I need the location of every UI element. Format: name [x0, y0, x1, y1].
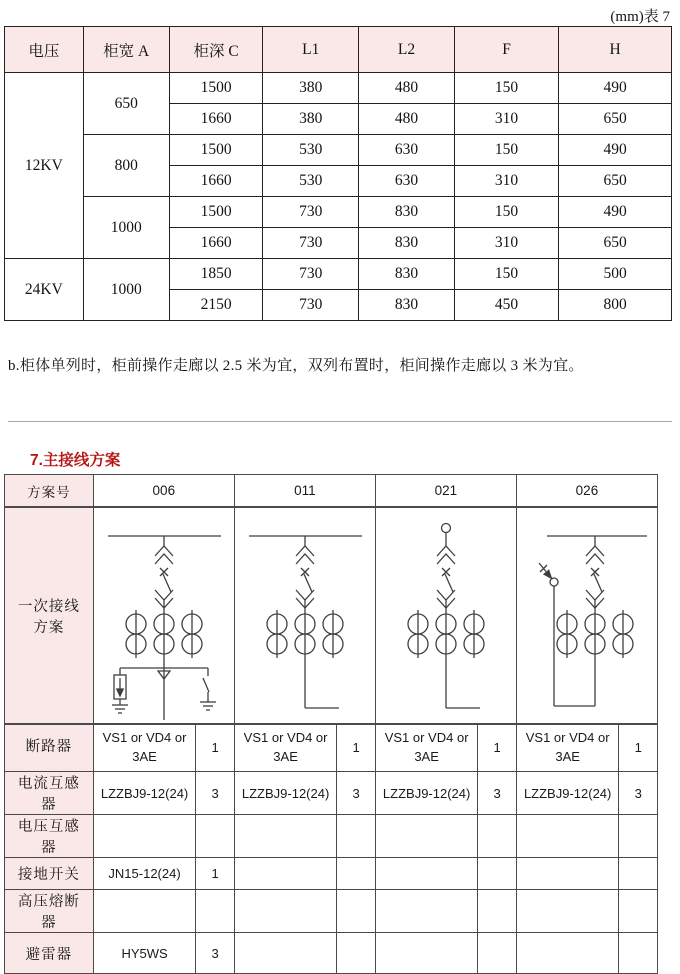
- table-cell: 2150: [169, 290, 263, 321]
- table-cell: 730: [263, 290, 359, 321]
- table-row: [5, 135, 672, 166]
- component-row-earthing-switch: [5, 858, 658, 890]
- component-qty-cell: [619, 815, 658, 858]
- table-cell: 490: [559, 197, 672, 228]
- col-header-depth-c: 柜深 C: [169, 27, 263, 73]
- component-name-cell: HY5WS: [93, 933, 196, 974]
- component-qty-cell: [196, 815, 235, 858]
- table-cell: 1850: [169, 259, 263, 290]
- terminal-bushing-icon: [441, 524, 450, 533]
- table-cell: 650: [559, 166, 672, 197]
- diagram-cell-026: [516, 507, 657, 724]
- table-cell: 730: [263, 259, 359, 290]
- table-cell: 730: [263, 228, 359, 259]
- component-qty-cell: 1: [196, 858, 235, 890]
- table-cell: 1500: [169, 197, 263, 228]
- scheme-header-row: [5, 475, 658, 508]
- component-name-cell: JN15-12(24): [93, 858, 196, 890]
- withdrawable-breaker-icon: [155, 536, 173, 612]
- table-caption: (mm)表 7: [610, 9, 670, 25]
- table-cell: 1660: [169, 166, 263, 197]
- component-qty-cell: [619, 933, 658, 974]
- component-name-cell: LZZBJ9-12(24): [93, 772, 196, 815]
- component-qty-cell: 3: [619, 772, 658, 815]
- earthing-switch-icon: [203, 668, 209, 702]
- scheme-number-026: 026: [516, 475, 657, 508]
- withdrawable-breaker-icon: [437, 536, 455, 612]
- component-name-cell: [93, 815, 196, 858]
- diagram-cell-011: [234, 507, 375, 724]
- component-name-cell: [516, 815, 619, 858]
- table-cell: 530: [263, 135, 359, 166]
- section-heading: 7.主接线方案: [30, 452, 121, 469]
- component-qty-cell: [478, 858, 517, 890]
- component-name-cell: VS1 or VD4 or 3AE: [234, 724, 337, 772]
- component-qty-cell: [619, 890, 658, 933]
- component-qty-cell: [337, 858, 376, 890]
- col-header-width-a: 柜宽 A: [83, 27, 169, 73]
- component-qty-cell: [478, 933, 517, 974]
- table-cell: 490: [559, 73, 672, 104]
- component-qty-cell: [337, 815, 376, 858]
- table-row: [5, 73, 672, 104]
- scheme-number-006: 006: [93, 475, 234, 508]
- single-line-diagram-011: [235, 508, 376, 723]
- table-cell: 150: [454, 73, 558, 104]
- table-cell: 650: [559, 228, 672, 259]
- col-header-f: F: [454, 27, 558, 73]
- table-cell: 310: [454, 228, 558, 259]
- table-cell: 480: [359, 73, 455, 104]
- component-name-cell: VS1 or VD4 or 3AE: [516, 724, 619, 772]
- width-a-cell: 800: [83, 135, 169, 197]
- current-transformers-icon: [126, 610, 202, 660]
- component-qty-cell: 3: [196, 933, 235, 974]
- scheme-number-021: 021: [375, 475, 516, 508]
- current-transformers-icon: [557, 610, 633, 660]
- table-cell: 730: [263, 197, 359, 228]
- width-a-cell: 1000: [83, 197, 169, 259]
- component-qty-cell: 1: [196, 724, 235, 772]
- earth-icon: [200, 702, 216, 710]
- single-line-diagram-026: [517, 508, 658, 723]
- table-cell: 500: [559, 259, 672, 290]
- component-name-cell: [516, 933, 619, 974]
- table-cell: 1660: [169, 228, 263, 259]
- table-cell: 530: [263, 166, 359, 197]
- table-cell: 310: [454, 166, 558, 197]
- table-cell: 1500: [169, 135, 263, 166]
- component-name-cell: [93, 890, 196, 933]
- component-row-current-transformer: [5, 772, 658, 815]
- table-cell: 150: [454, 197, 558, 228]
- isolating-plug-icon: [539, 563, 558, 586]
- table-cell: 380: [263, 73, 359, 104]
- component-qty-cell: 3: [478, 772, 517, 815]
- component-label: 避雷器: [5, 933, 94, 974]
- component-qty-cell: 1: [619, 724, 658, 772]
- table-cell: 830: [359, 197, 455, 228]
- table-cell: 490: [559, 135, 672, 166]
- component-label: 高压熔断器: [5, 890, 94, 933]
- component-name-cell: LZZBJ9-12(24): [516, 772, 619, 815]
- col-header-l2: L2: [359, 27, 455, 73]
- component-name-cell: [516, 858, 619, 890]
- col-header-h: H: [559, 27, 672, 73]
- section-divider: [8, 421, 672, 422]
- component-row-hv-fuse: [5, 890, 658, 933]
- component-label: 电流互感器: [5, 772, 94, 815]
- scheme-number-011: 011: [234, 475, 375, 508]
- table-cell: 830: [359, 228, 455, 259]
- component-name-cell: [375, 858, 478, 890]
- voltage-cell: 24KV: [5, 259, 84, 321]
- component-name-cell: LZZBJ9-12(24): [234, 772, 337, 815]
- component-label: 断路器: [5, 724, 94, 772]
- component-name-cell: LZZBJ9-12(24): [375, 772, 478, 815]
- earth-icon: [112, 705, 128, 713]
- dimension-table: [4, 26, 672, 321]
- component-name-cell: VS1 or VD4 or 3AE: [375, 724, 478, 772]
- note-b: b.柜体单列时，柜前操作走廊以 2.5 米为宜，双列布置时，柜间操作走廊以 3 米为宜。: [8, 358, 584, 374]
- withdrawable-breaker-icon: [296, 536, 314, 612]
- diagram-row-label: 一次接线方案: [5, 507, 94, 724]
- col-header-voltage: 电压: [5, 27, 84, 73]
- component-row-surge-arrester: [5, 933, 658, 974]
- width-a-cell: 650: [83, 73, 169, 135]
- component-name-cell: [234, 815, 337, 858]
- component-qty-cell: [337, 933, 376, 974]
- main-wiring-scheme-table: [4, 474, 658, 974]
- component-qty-cell: 1: [478, 724, 517, 772]
- table-cell: 380: [263, 104, 359, 135]
- single-line-diagram-006: [94, 508, 235, 723]
- scheme-header-label: 方案号: [5, 475, 94, 508]
- component-name-cell: [516, 890, 619, 933]
- component-label: 接地开关: [5, 858, 94, 890]
- diagram-row: [5, 507, 658, 724]
- component-name-cell: [234, 890, 337, 933]
- voltage-cell: 12KV: [5, 73, 84, 259]
- component-name-cell: [375, 815, 478, 858]
- table-cell: 630: [359, 166, 455, 197]
- component-name-cell: [234, 858, 337, 890]
- withdrawable-breaker-icon: [586, 536, 604, 612]
- table-cell: 480: [359, 104, 455, 135]
- table-cell: 1500: [169, 73, 263, 104]
- component-qty-cell: [337, 890, 376, 933]
- table-cell: 630: [359, 135, 455, 166]
- table-cell: 150: [454, 135, 558, 166]
- table-cell: 650: [559, 104, 672, 135]
- component-qty-cell: 3: [196, 772, 235, 815]
- current-transformers-icon: [267, 610, 343, 660]
- component-qty-cell: [478, 890, 517, 933]
- component-row-breaker: [5, 724, 658, 772]
- width-a-cell: 1000: [83, 259, 169, 321]
- table-cell: 450: [454, 290, 558, 321]
- component-label: 电压互感器: [5, 815, 94, 858]
- table-cell: 150: [454, 259, 558, 290]
- component-qty-cell: 1: [337, 724, 376, 772]
- component-name-cell: [375, 890, 478, 933]
- current-transformers-icon: [408, 610, 484, 660]
- table-cell: 1660: [169, 104, 263, 135]
- component-qty-cell: [619, 858, 658, 890]
- surge-arrester-icon: [114, 668, 126, 705]
- table-cell: 830: [359, 259, 455, 290]
- component-qty-cell: 3: [337, 772, 376, 815]
- table-row: [5, 197, 672, 228]
- component-name-cell: VS1 or VD4 or 3AE: [93, 724, 196, 772]
- col-header-l1: L1: [263, 27, 359, 73]
- component-name-cell: [375, 933, 478, 974]
- table-cell: 830: [359, 290, 455, 321]
- component-row-voltage-transformer: [5, 815, 658, 858]
- component-qty-cell: [478, 815, 517, 858]
- table-cell: 310: [454, 104, 558, 135]
- diagram-cell-021: [375, 507, 516, 724]
- component-qty-cell: [196, 890, 235, 933]
- table-cell: 800: [559, 290, 672, 321]
- table-header-row: [5, 27, 672, 73]
- table-row: [5, 259, 672, 290]
- single-line-diagram-021: [376, 508, 517, 723]
- diagram-cell-006: [93, 507, 234, 724]
- component-name-cell: [234, 933, 337, 974]
